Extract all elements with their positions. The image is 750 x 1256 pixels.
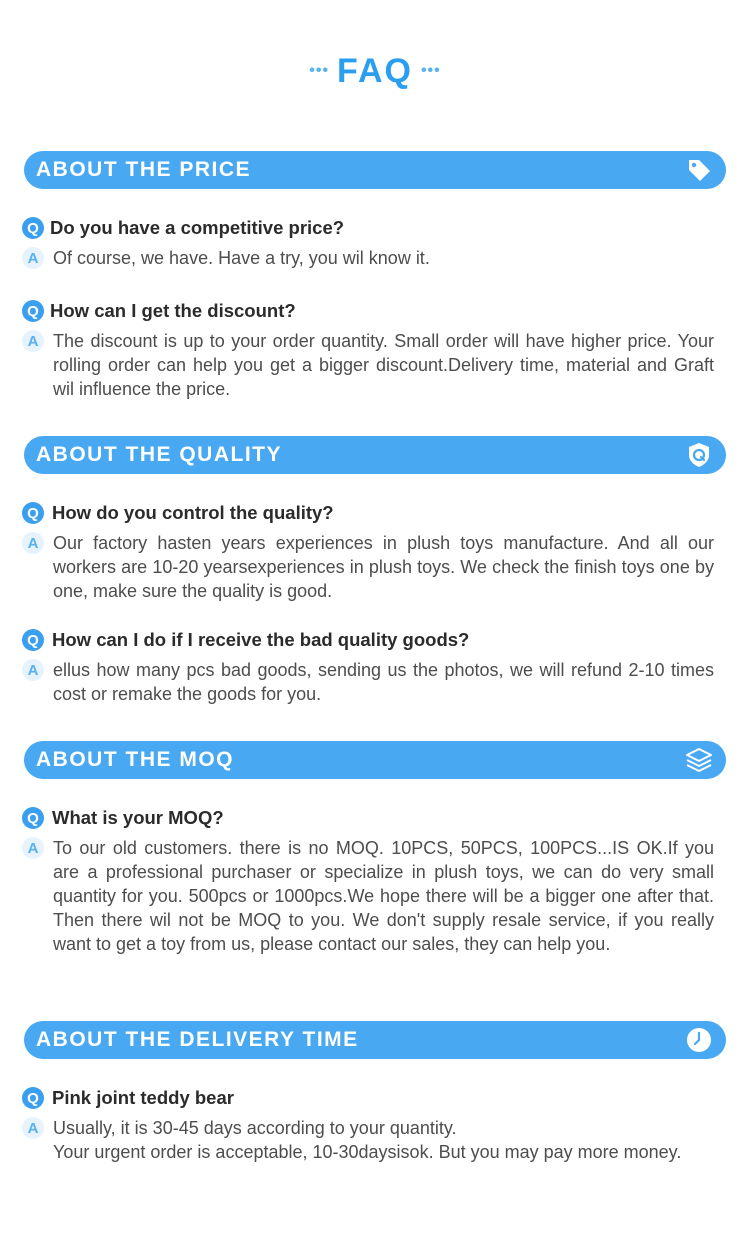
clock-icon [684, 1025, 714, 1055]
shield-q-icon [684, 440, 714, 470]
answer-badge: A [22, 330, 44, 352]
answer-text: Of course, we have. Have a try, you wil know it. [53, 248, 430, 268]
answer-row [22, 246, 714, 270]
section-title: ABOUT THE DELIVERY TIME [36, 1028, 359, 1051]
answer-badge: A [22, 247, 44, 269]
answer-row [22, 1116, 714, 1164]
section-title: ABOUT THE PRICE [36, 158, 252, 181]
answer-text: Usually, it is 30-45 days according to your quantity. Your urgent order is acceptable, 10-30daysisok. But you may pay more money. [53, 1118, 682, 1162]
answer-text: Our factory hasten years experiences in plush toys manufacture. And all our workers are 10-20 yearsexperiences in plush toys. We check the finish toys one by one, make sure the quality is good. [53, 533, 714, 601]
question-row [22, 1085, 234, 1111]
section-title: ABOUT THE MOQ [36, 748, 234, 771]
answer-text: The discount is up to your order quantity. Small order will have higher price. Your rolling order can help you get a bigger discount.Delivery time, material and Graft wil influence the price. [53, 331, 714, 399]
answer-row [22, 531, 714, 603]
answer-badge: A [22, 837, 44, 859]
answer-text: To our old customers. there is no MOQ. 10PCS, 50PCS, 100PCS...IS OK.If you are a professional purchaser or specialize in plush toys, we can do very small quantity for you. 500pcs or 1000pcs.We hope there will be a bigger one after that. Then there wil not be MOQ to you. We don't supply resale service, if you really want to get a toy from us, please contact our sales, they can help you. [53, 838, 714, 954]
question-text: What is your MOQ? [52, 807, 224, 828]
section-banner-delivery [24, 1021, 726, 1059]
answer-text: ellus how many pcs bad goods, sending us the photos, we will refund 2-10 times cost or remake the goods for you. [53, 660, 714, 704]
question-row [22, 298, 296, 324]
answer-row [22, 658, 714, 706]
decor-dots-right: ••• [420, 62, 441, 79]
question-text: How can I get the discount? [50, 300, 296, 321]
answer-badge: A [22, 532, 44, 554]
answer-row [22, 836, 714, 956]
section-title: ABOUT THE QUALITY [36, 443, 282, 466]
question-badge: Q [22, 217, 44, 239]
faq-header [0, 46, 750, 96]
section-banner-quality [24, 436, 726, 474]
section-banner-price [24, 151, 726, 189]
question-row [22, 215, 344, 241]
question-text: How can I do if I receive the bad quality goods? [52, 629, 470, 650]
question-text: Do you have a competitive price? [50, 217, 345, 238]
question-text: How do you control the quality? [52, 502, 334, 523]
question-badge: Q [22, 300, 44, 322]
section-banner-moq [24, 741, 726, 779]
decor-dots-left: ••• [309, 62, 330, 79]
question-row [22, 500, 334, 526]
page-title: FAQ [337, 51, 413, 90]
answer-row [22, 329, 714, 401]
question-badge: Q [22, 1087, 44, 1109]
question-row [22, 805, 224, 831]
question-badge: Q [22, 807, 44, 829]
question-badge: Q [22, 629, 44, 651]
answer-badge: A [22, 659, 44, 681]
question-badge: Q [22, 502, 44, 524]
price-tag-icon [684, 155, 714, 185]
question-row [22, 627, 469, 653]
answer-badge: A [22, 1117, 44, 1139]
question-text: Pink joint teddy bear [52, 1087, 234, 1108]
layers-icon [684, 745, 714, 775]
